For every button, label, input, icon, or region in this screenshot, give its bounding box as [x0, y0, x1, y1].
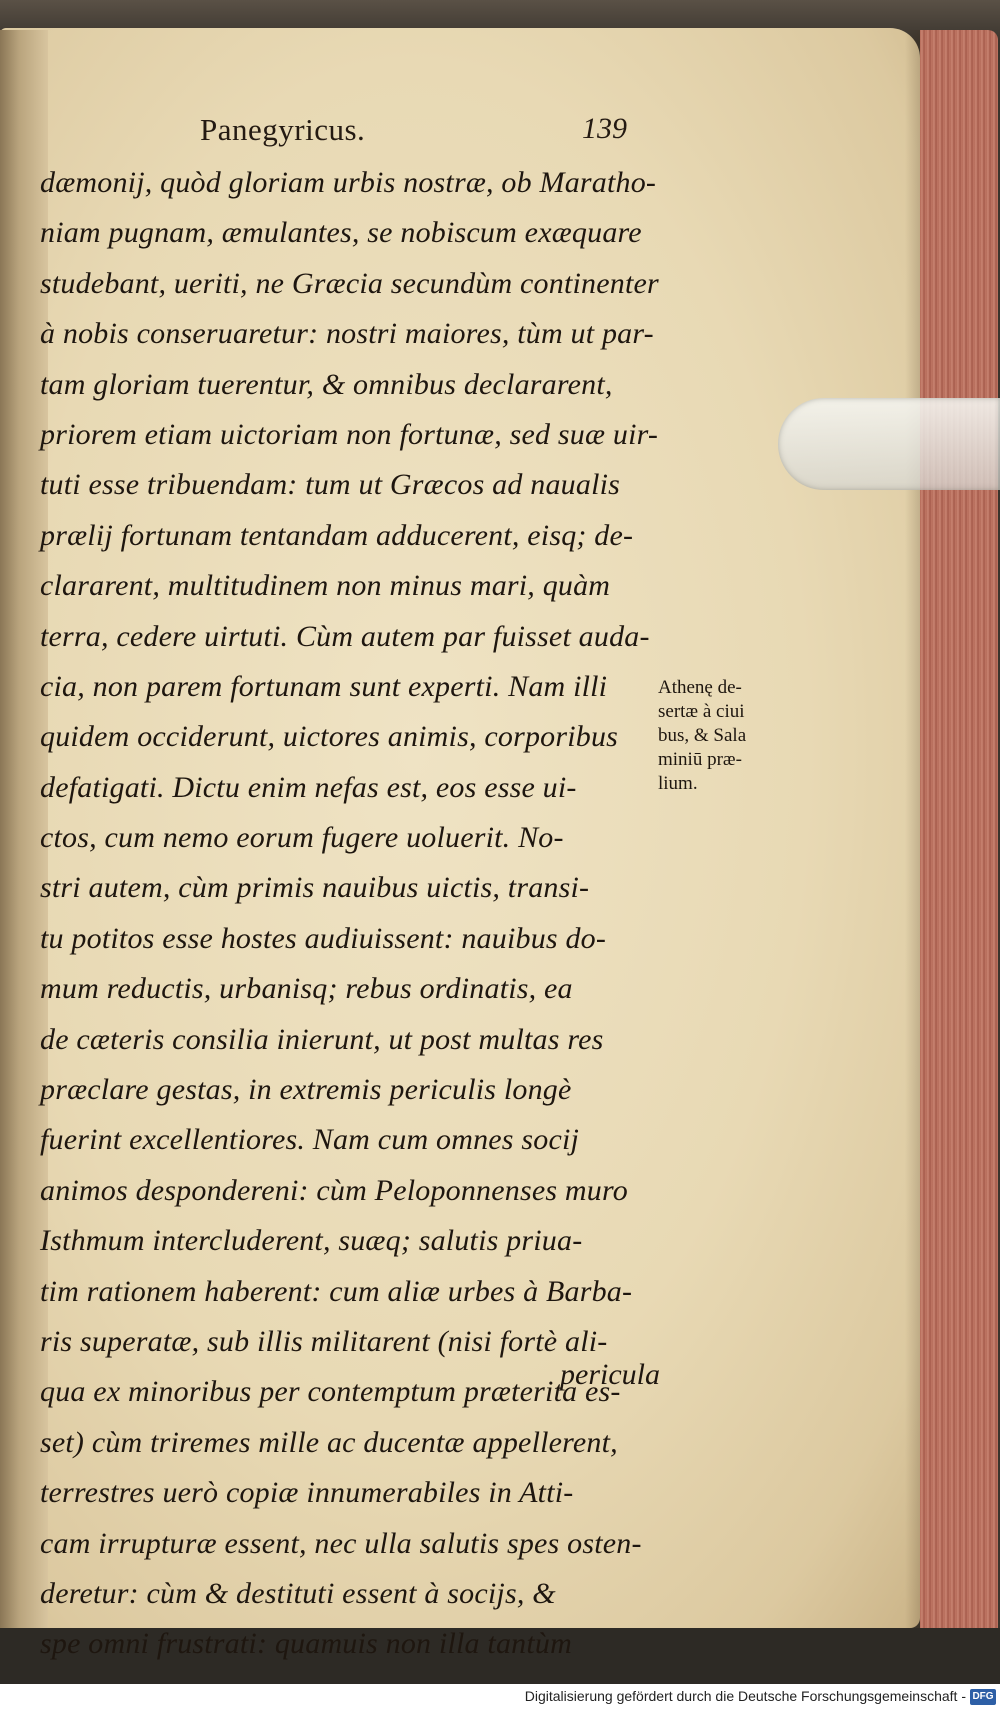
text-line: studebant, ueriti, ne Græcia secundùm continenter [40, 266, 659, 300]
footer-credit: Digitalisierung gefördert durch die Deutsche Forschungsgemeinschaft - [524, 1688, 966, 1704]
text-line: deretur: cùm & destituti essent à socijs, & [40, 1576, 556, 1610]
running-head: Panegyricus. [200, 112, 366, 147]
text-line: animos despondereni: cùm Peloponnenses muro [40, 1173, 628, 1207]
footer-bar [0, 1684, 1000, 1711]
text-line: qua ex minoribus per contemptum præterita es- [40, 1375, 621, 1409]
text-line: terrestres uerò copiæ innumerabiles in Atti- [40, 1476, 574, 1510]
text-line: Isthmum intercluderent, suæq; salutis priua- [40, 1224, 583, 1258]
text-line: tam gloriam tuerentur, & omnibus declararent, [40, 367, 613, 401]
text-line: fuerint excellentiores. Nam cum omnes socij [40, 1123, 580, 1157]
marginal-note-line: Athenę de- [658, 677, 742, 698]
text-line: præclare gestas, in extremis periculis longè [40, 1073, 572, 1107]
text-line: ctos, cum nemo eorum fugere uoluerit. No- [40, 821, 564, 855]
text-line: ris superatæ, sub illis militarent (nisi fortè ali- [40, 1324, 608, 1358]
marginal-note-line: miniū præ- [658, 749, 742, 770]
text-line: à nobis conseruaretur: nostri maiores, tùm ut par- [40, 317, 654, 351]
text-line: prælij fortunam tentandam adducerent, eisq; de- [40, 518, 634, 552]
marginal-note [658, 676, 768, 796]
text-line: defatigati. Dictu enim nefas est, eos esse ui- [40, 770, 577, 804]
catchword: pericula [560, 1358, 660, 1391]
text-line: set) cùm triremes mille ac ducentæ appellerent, [40, 1425, 618, 1459]
text-line: de cæteris consilia inierunt, ut post multas res [40, 1022, 604, 1056]
text-line: priorem etiam uictoriam non fortunæ, sed suæ uir- [40, 417, 659, 451]
text-line: quidem occiderunt, uictores animis, corporibus [40, 720, 619, 754]
marginal-note-line: bus, & Sala [658, 725, 747, 746]
text-line: terra, cedere uirtuti. Cùm autem par fuisset auda- [40, 619, 650, 653]
bookmark-strip [778, 398, 1000, 490]
main-text-block [40, 158, 670, 1670]
text-line: cam irrupturæ essent, nec ulla salutis spes osten- [40, 1526, 642, 1560]
text-line: spe omni frustrati: quamuis non illa tantùm [40, 1627, 572, 1661]
text-line: dæmonij, quòd gloriam urbis nostræ, ob Maratho- [40, 166, 657, 199]
text-line: niam pugnam, æmulantes, se nobiscum exæquare [40, 216, 642, 250]
text-line: tim rationem haberent: cum aliæ urbes à Barba- [40, 1274, 633, 1308]
dfg-logo: DFG [970, 1689, 996, 1705]
text-line: cia, non parem fortunam sunt experti. Nam illi [40, 669, 608, 703]
text-line: tuti esse tribuendam: tum ut Græcos ad naualis [40, 468, 621, 502]
red-fore-edge [920, 30, 998, 1640]
text-line: tu potitos esse hostes audiuissent: nauibus do- [40, 921, 607, 955]
page-number: 139 [582, 112, 627, 145]
text-line: mum reductis, urbanisq; rebus ordinatis, ea [40, 972, 573, 1006]
text-line: stri autem, cùm primis nauibus uictis, transi- [40, 871, 590, 905]
marginal-note-line: sertæ à ciui [658, 701, 745, 722]
marginal-note-line: lium. [658, 773, 698, 794]
text-line: clararent, multitudinem non minus mari, quàm [40, 569, 611, 603]
